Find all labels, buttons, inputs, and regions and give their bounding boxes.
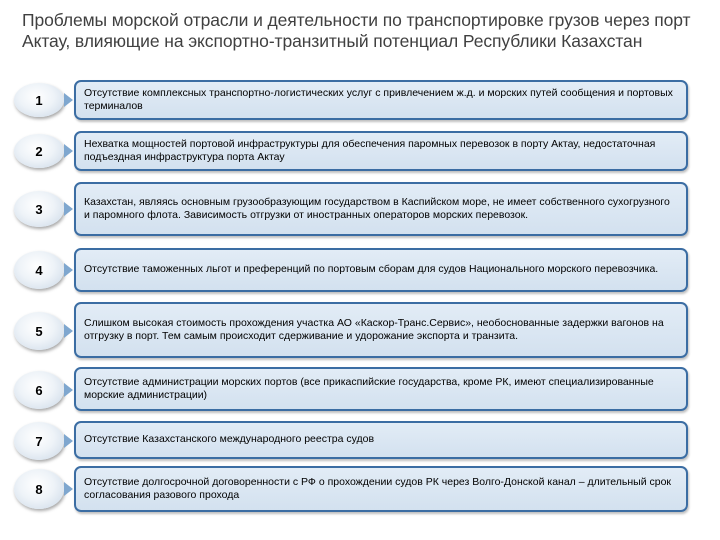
pointer-arrow-icon: [64, 324, 73, 338]
pointer-arrow-icon: [64, 202, 73, 216]
item-number-badge: 6: [14, 371, 64, 409]
page-title: Проблемы морской отрасли и деятельности по транспортировке грузов через порт Актау, влияющие на экспортно-транзитный потенциал Республики Казахстан: [22, 10, 691, 51]
item-number-badge: 2: [14, 134, 64, 168]
pointer-arrow-icon: [64, 383, 73, 397]
pointer-arrow-icon: [64, 93, 73, 107]
item-number-badge: 3: [14, 191, 64, 227]
pointer-arrow-icon: [64, 482, 73, 496]
item-number-badge: 5: [14, 312, 64, 350]
problem-text-box: Отсутствие таможенных льгот и преференций по портовым сборам для судов Национального морского перевозчика.: [74, 248, 688, 292]
problem-text-box: Отсутствие долгосрочной договоренности с РФ о прохождении судов РК через Волго-Донской канал – длительный срок согласования разового прохода: [74, 466, 688, 512]
problem-text-box: Отсутствие комплексных транспортно-логистических услуг с привлечением ж.д. и морских путей сообщения и портовых терминалов: [74, 80, 688, 120]
pointer-arrow-icon: [64, 434, 73, 448]
problem-text-box: Нехватка мощностей портовой инфраструктуры для обеспечения паромных перевозок в порту Актау, недостаточная подъездная инфраструктура порта Актау: [74, 131, 688, 171]
item-number-badge: 4: [14, 251, 64, 289]
pointer-arrow-icon: [64, 144, 73, 158]
problem-text-box: Отсутствие Казахстанского международного реестра судов: [74, 421, 688, 459]
item-number-badge: 7: [14, 422, 64, 460]
problem-text-box: Слишком высокая стоимость прохождения участка АО «Каскор-Транс.Сервис», необоснованные задержки вагонов на отгрузку в порт. Тем самым происходит сдерживание и удорожание экспорта и транзита.: [74, 302, 688, 358]
pointer-arrow-icon: [64, 263, 73, 277]
problem-text-box: Казахстан, являясь основным грузообразующим государством в Каспийском море, не имеет собственного сухогрузного и паромного флота. Зависимость отгрузки от иностранных операторов морских перевозок.: [74, 182, 688, 236]
item-number-badge: 8: [14, 469, 64, 509]
problem-text-box: Отсутствие администрации морских портов (все прикаспийские государства, кроме РК, имеют специализированные морские администрации): [74, 367, 688, 411]
item-number-badge: 1: [14, 83, 64, 117]
